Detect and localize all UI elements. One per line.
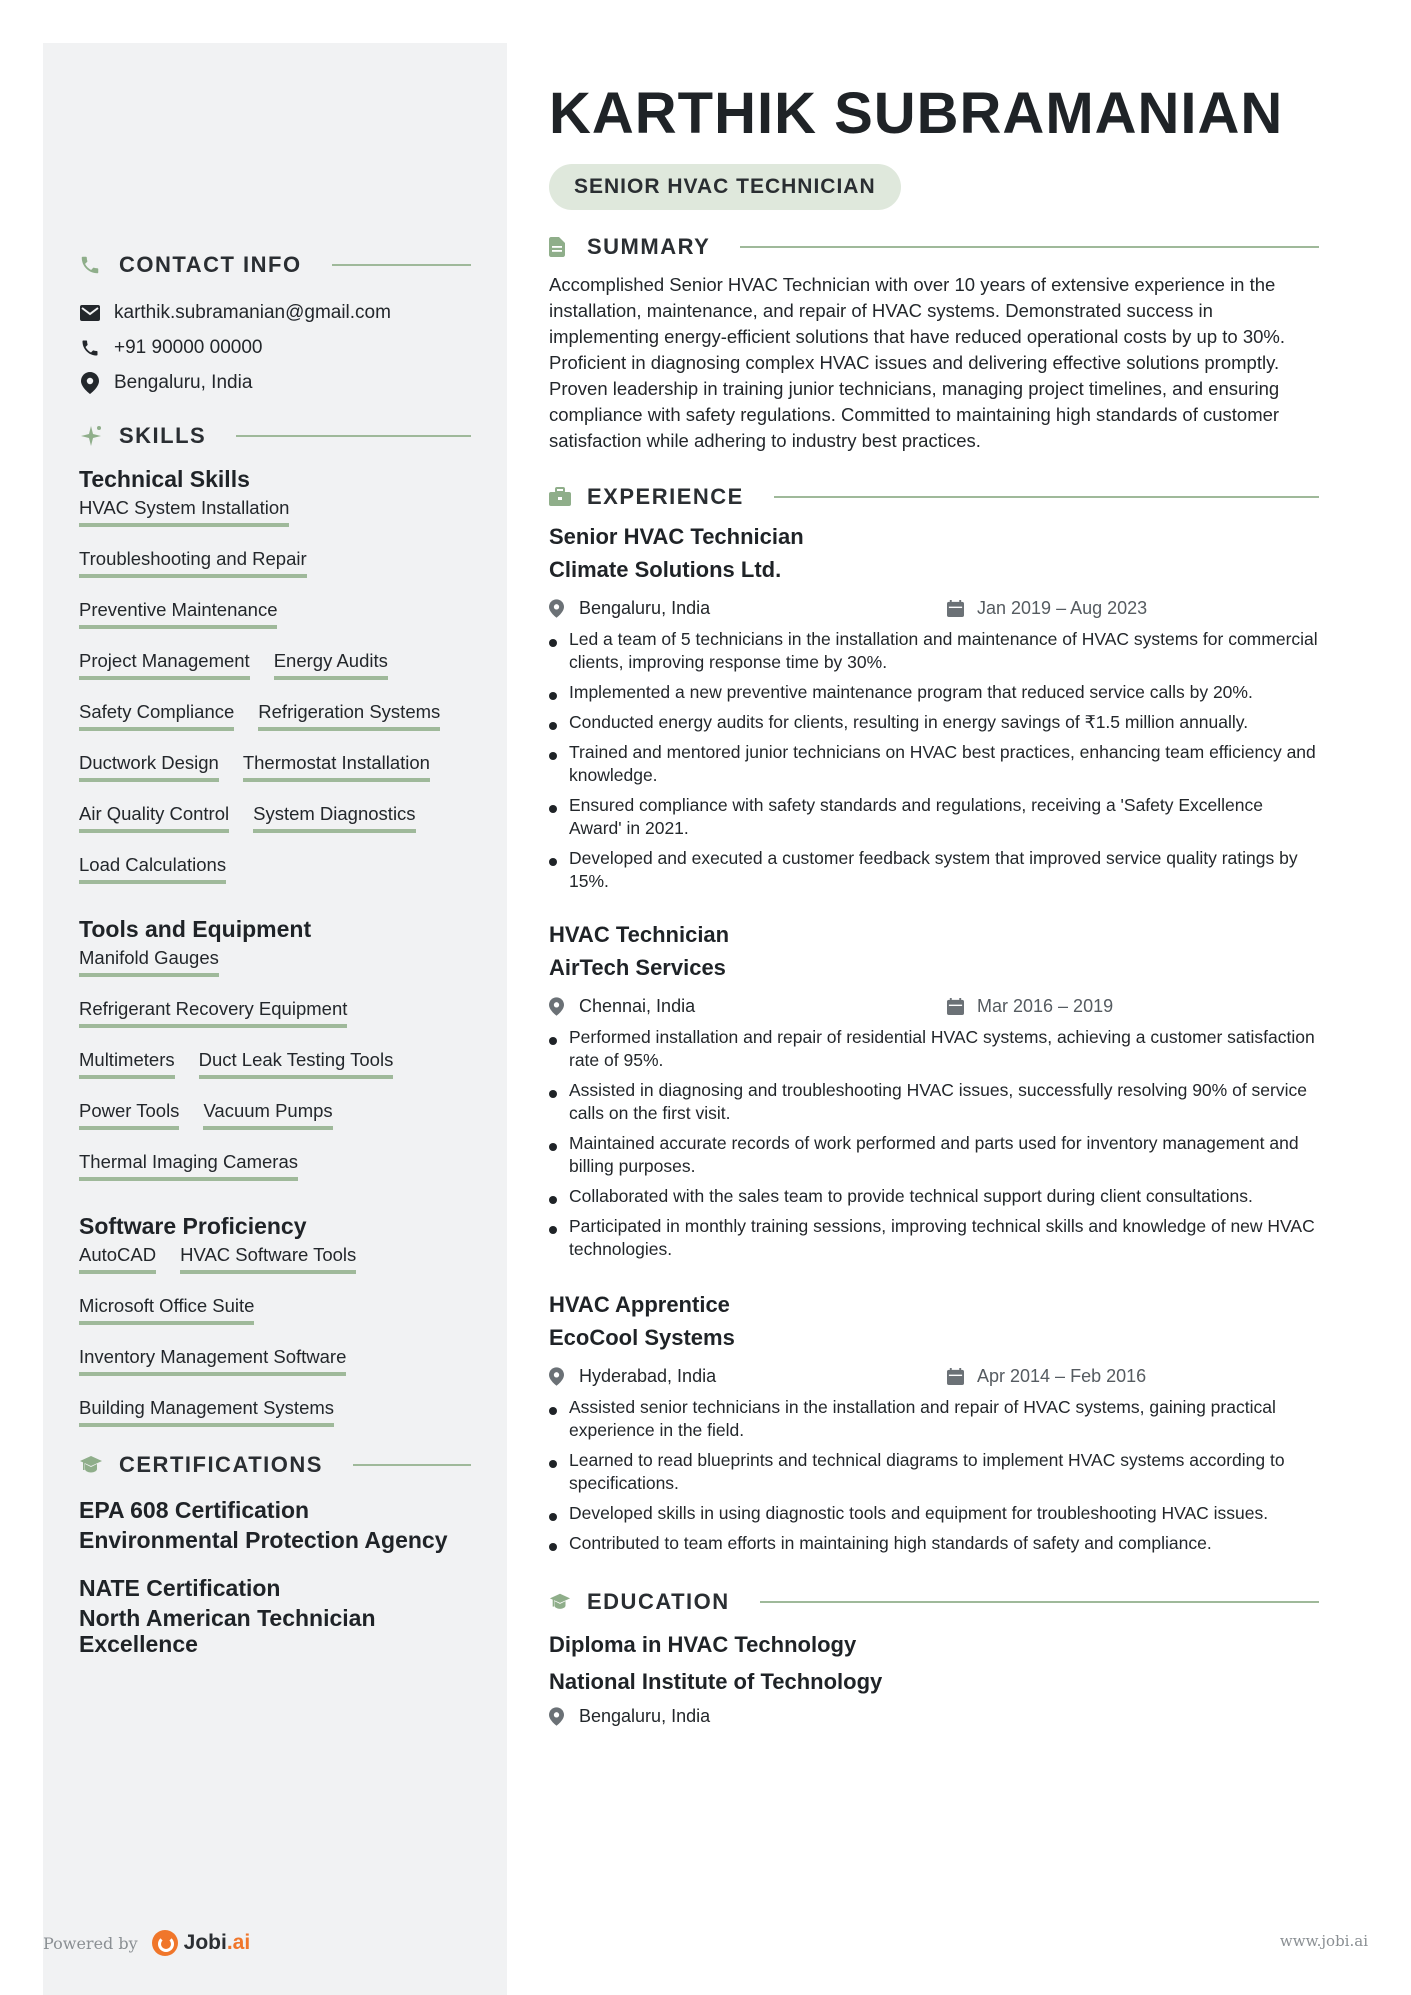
certification-item <box>79 1573 471 1659</box>
skill-chip: Project Management <box>79 647 250 680</box>
skill-chip: HVAC Software Tools <box>180 1241 356 1274</box>
job-bullet: Developed and executed a customer feedback system that improved service quality ratings by 15%. <box>549 847 1319 893</box>
document-icon <box>549 236 571 258</box>
company-name: AirTech Services <box>549 955 726 980</box>
skill-chip: Refrigeration Systems <box>258 698 440 731</box>
job-title: HVAC Apprentice <box>549 1292 730 1317</box>
summary-section-title: SUMMARY <box>587 234 711 259</box>
job-bullet: Implemented a new preventive maintenance program that reduced service calls by 20%. <box>549 681 1319 704</box>
job-location-text: Hyderabad, India <box>579 1366 717 1386</box>
skills-section-header <box>79 420 471 452</box>
location-pin-icon <box>549 1708 567 1726</box>
skill-chip: Energy Audits <box>274 647 388 680</box>
job-bullet: Ensured compliance with safety standards and regulations, receiving a 'Safety Excellence Award' in 2021. <box>549 794 1319 840</box>
section-divider <box>332 264 471 266</box>
skill-chip: AutoCAD <box>79 1241 156 1274</box>
powered-by-footer <box>43 1930 250 1956</box>
skill-chip: Safety Compliance <box>79 698 234 731</box>
job-bullet: Led a team of 5 technicians in the installation and maintenance of HVAC systems for commercial clients, improving response time by 30%. <box>549 628 1319 674</box>
job-bullet: Developed skills in using diagnostic tools and equipment for troubleshooting HVAC issues. <box>549 1502 1319 1525</box>
job-bullet: Participated in monthly training sessions, improving technical skills and knowledge of new HVAC technologies. <box>549 1215 1319 1261</box>
job-meta <box>549 1360 1319 1396</box>
experience-section-title: EXPERIENCE <box>587 484 744 509</box>
email-icon <box>79 302 101 324</box>
skill-chip: Thermostat Installation <box>243 749 430 782</box>
location-pin-icon <box>549 998 567 1016</box>
section-divider <box>760 1601 1319 1603</box>
calendar-icon <box>947 998 965 1016</box>
skill-chip: Vacuum Pumps <box>203 1097 332 1130</box>
skill-chip: Troubleshooting and Repair <box>79 545 307 578</box>
company-name: Climate Solutions Ltd. <box>549 557 782 582</box>
certification-issuer: North American Technician <box>79 1605 376 1631</box>
role-badge: SENIOR HVAC TECHNICIAN <box>549 164 901 210</box>
job-title: HVAC Technician <box>549 922 730 947</box>
job-bullet: Contributed to team efforts in maintaining high standards of safety and compliance. <box>549 1532 1319 1555</box>
skill-chip: Thermal Imaging Cameras <box>79 1148 298 1181</box>
calendar-icon <box>947 600 965 618</box>
certifications-section-header <box>79 1449 471 1481</box>
certification-issuer: Environmental Protection Agency <box>79 1527 448 1553</box>
skill-group-title: Tools and Equipment <box>79 916 312 942</box>
skill-chip: Building Management Systems <box>79 1394 334 1427</box>
job-bullets <box>549 1026 1319 1261</box>
skill-chip-row <box>79 1148 471 1199</box>
experience-item <box>549 918 1319 1268</box>
candidate-name: KARTHIK SUBRAMANIAN <box>549 81 1284 146</box>
contact-section-title: CONTACT INFO <box>119 252 302 277</box>
job-dates <box>947 1366 1146 1387</box>
skill-chip: Microsoft Office Suite <box>79 1292 254 1325</box>
skill-chip-row <box>79 851 471 902</box>
job-bullet: Conducted energy audits for clients, resulting in energy savings of ₹1.5 million annually. <box>549 711 1319 734</box>
job-bullets <box>549 1396 1319 1555</box>
briefcase-icon <box>549 486 571 508</box>
education-location-text: Bengaluru, India <box>579 1706 711 1726</box>
summary-text: Accomplished Senior HVAC Technician with over 10 years of extensive experience in the installation, maintenance, and repair of HVAC systems. Demonstrated success in implementing energy-efficient solutions that have reduced operational costs by up to 30%. Proficient in diagnosing complex HVAC issues and delivering effective solutions promptly. Proven leadership in training junior technicians, managing project timelines, and ensuring compliance with safety regulations. Committed to maintaining high standards of customer satisfaction while adhering to industry best practices. <box>549 274 1285 451</box>
job-bullet: Assisted in diagnosing and troubleshooting HVAC issues, successfully resolving 90% of service calls on the first visit. <box>549 1079 1319 1125</box>
skill-chip-row <box>79 995 471 1046</box>
certification-name: EPA 608 Certification <box>79 1497 310 1523</box>
job-bullet: Collaborated with the sales team to provide technical support during client consultations. <box>549 1185 1319 1208</box>
brand-suffix: .ai <box>226 1931 251 1954</box>
skill-chip: Inventory Management Software <box>79 1343 346 1376</box>
skill-chip: Multimeters <box>79 1046 175 1079</box>
job-bullet: Assisted senior technicians in the installation and repair of HVAC systems, gaining practical experience in the field. <box>549 1396 1319 1442</box>
skill-chip: System Diagnostics <box>253 800 415 833</box>
skill-chip: Power Tools <box>79 1097 179 1130</box>
certification-issuer-cont: Excellence <box>79 1631 198 1657</box>
job-location <box>549 1366 716 1387</box>
skill-chip-row <box>79 647 471 698</box>
certification-item <box>79 1495 471 1555</box>
skill-group-technical <box>79 464 471 902</box>
experience-item <box>549 520 1319 900</box>
job-dates-text: Apr 2014 – Feb 2016 <box>977 1366 1147 1386</box>
skill-chip-row <box>79 749 471 800</box>
contact-email-text: karthik.subramanian@gmail.com <box>114 301 391 323</box>
skill-chip-list <box>79 494 471 545</box>
brand-name: Jobi <box>183 1931 227 1954</box>
location-pin-icon <box>79 372 101 394</box>
job-bullets <box>549 628 1319 893</box>
section-divider <box>353 1464 471 1466</box>
skill-chip: HVAC System Installation <box>79 494 289 527</box>
job-meta <box>549 592 1319 628</box>
job-dates <box>947 996 1113 1017</box>
education-section-title: EDUCATION <box>587 1589 730 1614</box>
job-location-text: Bengaluru, India <box>579 598 711 618</box>
location-pin-icon <box>549 1368 567 1386</box>
skills-section-title: SKILLS <box>119 423 207 448</box>
contact-phone-text: +91 90000 00000 <box>114 336 263 358</box>
job-bullet: Performed installation and repair of residential HVAC systems, achieving a customer satisfaction rate of 95%. <box>549 1026 1319 1072</box>
section-divider <box>774 496 1319 498</box>
skill-chip-row <box>79 698 471 749</box>
skill-chip: Duct Leak Testing Tools <box>199 1046 394 1079</box>
powered-by-label: Powered by <box>43 1933 138 1953</box>
skill-chip-row <box>79 944 471 995</box>
certifications-section-title: CERTIFICATIONS <box>119 1452 323 1477</box>
job-bullet: Trained and mentored junior technicians on HVAC best practices, enhancing team efficiency and knowledge. <box>549 741 1319 787</box>
certification-name: NATE Certification <box>79 1575 281 1601</box>
contact-list <box>79 295 471 400</box>
experience-section-header <box>549 482 1319 512</box>
skill-chip: Load Calculations <box>79 851 226 884</box>
contact-section-header <box>79 249 471 281</box>
skill-chip: Manifold Gauges <box>79 944 219 977</box>
skill-chip-row <box>79 1046 471 1097</box>
jobi-logo-text[interactable] <box>184 1931 251 1955</box>
school-name: National Institute of Technology <box>549 1669 883 1694</box>
job-location <box>549 598 710 619</box>
location-pin-icon <box>549 600 567 618</box>
skill-group-title: Technical Skills <box>79 466 250 492</box>
skill-chip-row <box>79 800 471 851</box>
contact-location <box>79 365 471 400</box>
skill-chip-row <box>79 1394 471 1445</box>
skill-chip-row <box>79 596 471 647</box>
job-location-text: Chennai, India <box>579 996 696 1016</box>
job-dates <box>947 598 1147 619</box>
skill-group-tools <box>79 914 471 1199</box>
summary-section-header <box>549 232 1319 262</box>
job-dates-text: Jan 2019 – Aug 2023 <box>977 598 1148 618</box>
skill-group-software <box>79 1211 471 1445</box>
job-dates-text: Mar 2016 – 2019 <box>977 996 1114 1016</box>
sidebar <box>43 43 507 1995</box>
job-title: Senior HVAC Technician <box>549 524 804 549</box>
section-divider <box>740 246 1319 248</box>
company-name: EcoCool Systems <box>549 1325 735 1350</box>
graduation-cap-icon <box>79 1452 105 1478</box>
degree-name: Diploma in HVAC Technology <box>549 1632 857 1657</box>
graduation-cap-icon <box>549 1591 571 1613</box>
education-item <box>549 1626 1319 1727</box>
calendar-icon <box>947 1368 965 1386</box>
skill-chip: Preventive Maintenance <box>79 596 277 629</box>
job-bullet: Maintained accurate records of work performed and parts used for inventory management and billing purposes. <box>549 1132 1319 1178</box>
skill-chip-row <box>79 1241 471 1292</box>
contact-phone[interactable] <box>79 330 471 365</box>
skill-chip: Ductwork Design <box>79 749 219 782</box>
skill-chip: Refrigerant Recovery Equipment <box>79 995 347 1028</box>
contact-email[interactable] <box>79 295 471 330</box>
phone-icon <box>79 252 105 278</box>
job-bullet: Learned to read blueprints and technical diagrams to implement HVAC systems according to specifications. <box>549 1449 1319 1495</box>
skill-chip-row <box>79 1292 471 1343</box>
job-location <box>549 996 695 1017</box>
section-divider <box>236 435 471 437</box>
skill-chip: Air Quality Control <box>79 800 229 833</box>
skill-chip-row <box>79 545 471 596</box>
site-url-link[interactable]: www.jobi.ai <box>1279 1932 1368 1950</box>
experience-item <box>549 1288 1319 1562</box>
education-section-header <box>549 1587 1319 1617</box>
contact-location-text: Bengaluru, India <box>114 371 253 393</box>
skill-chip-row <box>79 1097 471 1148</box>
jobi-logo-icon <box>152 1930 178 1956</box>
education-location <box>549 1706 1319 1727</box>
skill-group-title: Software Proficiency <box>79 1213 307 1239</box>
job-meta <box>549 990 1319 1026</box>
sparkle-icon <box>79 423 105 449</box>
skill-chip-row <box>79 1343 471 1394</box>
phone-icon <box>79 337 101 359</box>
